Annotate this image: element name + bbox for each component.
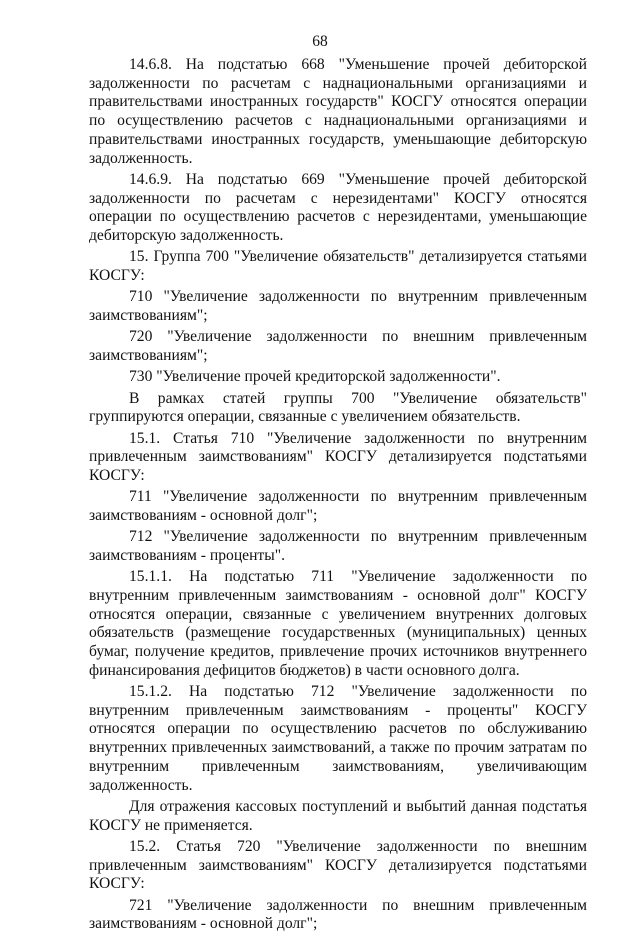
paragraph-15-1-2: 15.1.2. На подстатью 712 "Увеличение задолженности по внутренним привлеченным заимствованиям - проценты" КОСГУ относятся операции по осуществлению расчетов по обслуживанию внутренних привлеченных заимствований, а также по прочим затратам по внутренним привлеченным заимствованиям, увеличивающим задолженность. [89,683,587,794]
paragraph-15-2: 15.2. Статья 720 "Увеличение задолженности по внешним привлеченным заимствованиям" КОСГУ детализируется подстатьями КОСГУ: [89,837,587,893]
paragraph-15: 15. Группа 700 "Увеличение обязательств" детализируется статьями КОСГУ: [89,248,587,284]
paragraph-720: 720 "Увеличение задолженности по внешним привлеченным заимствованиям"; [89,328,587,364]
paragraph-15-1: 15.1. Статья 710 "Увеличение задолженности по внутренним привлеченным заимствованиям" КОСГУ детализируется подстатьями КОСГУ: [89,429,587,484]
paragraph-721: 721 "Увеличение задолженности по внешним привлеченным заимствованиям - основной долг"; [89,896,587,933]
page-number: 68 [312,33,328,50]
paragraph-710: 710 "Увеличение задолженности по внутренним привлеченным заимствованиям"; [89,288,587,324]
paragraph-14-6-9: 14.6.9. На подстатью 669 "Уменьшение прочей дебиторской задолженности по расчетам с нерезидентами" КОСГУ относятся операции по осуществлению расчетов с нерезидентами, уменьшающие дебиторскую задолженность. [89,170,587,244]
paragraph-712: 712 "Увеличение задолженности по внутренним привлеченным заимствованиям - проценты". [89,528,587,564]
paragraph-group-700-note: В рамках статей группы 700 "Увеличение обязательств" группируются операции, связанные с увеличением обязательств. [89,389,587,426]
document-body [89,56,587,937]
paragraph-730: 730 "Увеличение прочей кредиторской задолженности". [129,368,501,386]
paragraph-711: 711 "Увеличение задолженности по внутренним привлеченным заимствованиям - основной долг"; [89,488,587,524]
paragraph-15-1-1: 15.1.1. На подстатью 711 "Увеличение задолженности по внутренним привлеченным заимствованиям - основной долг" КОСГУ относятся операции, связанные с увеличением внутренних долговых обязательств (размещение государственных (муниципальных) ценных бумаг, получение кредитов, привлечение прочих источников внутреннего финансирования дефицитов бюджетов) в части основного долга. [89,568,587,679]
paragraph-cash-note: Для отражения кассовых поступлений и выбытий данная подстатья КОСГУ не применяется. [89,797,587,834]
paragraph-14-6-8: 14.6.8. На подстатью 668 "Уменьшение прочей дебиторской задолженности по расчетам с наднациональными организациями и правительствами иностранных государств" КОСГУ относятся операции по осуществлению расчетов с наднациональными организациями и правительствами иностранных государств, уменьшающие дебиторскую задолженность. [89,56,587,167]
